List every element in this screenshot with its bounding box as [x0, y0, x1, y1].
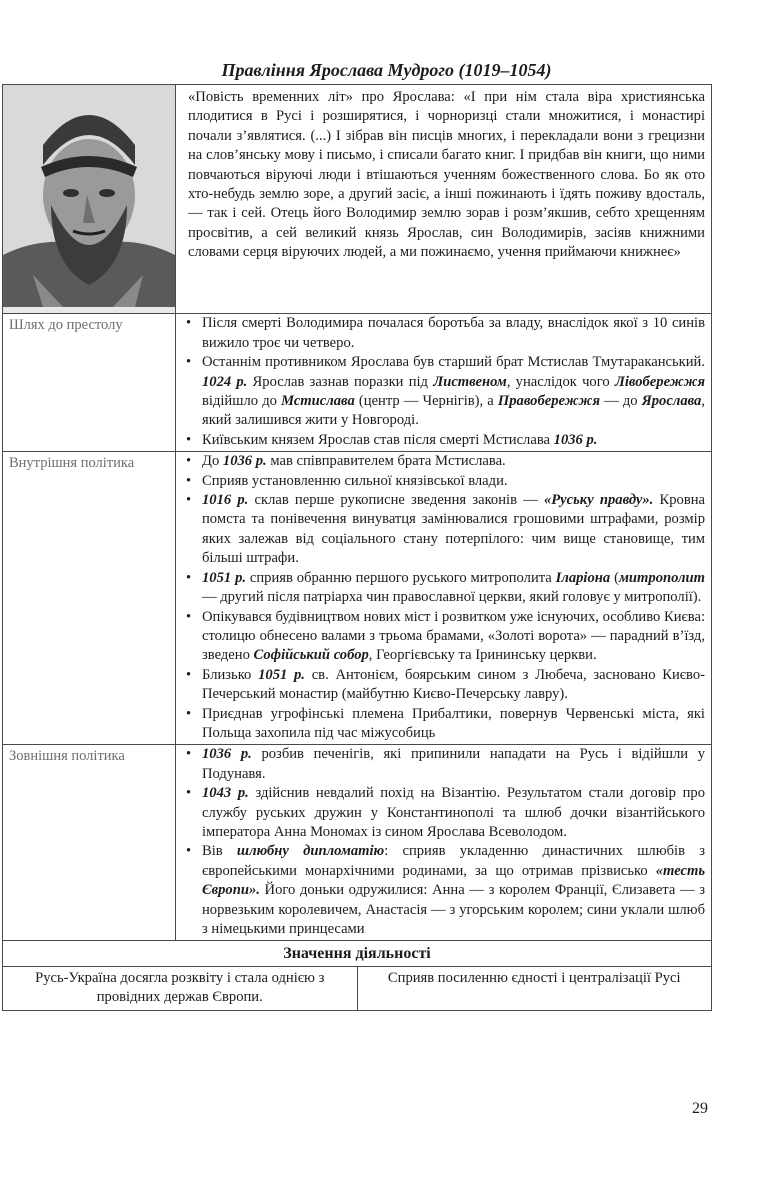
list-item: • До 1036 р. мав співправителем брата Мстислава. [202, 452, 705, 471]
list-item: • 1016 р. склав перше рукописне зведення законів — «Руську правду». Кровна помста та понівечення винуватця замінювалися грошовими штрафами, розмір яких залежав від соціального стану потерпілого: чим вище становище, тим більші штрафи. [202, 491, 705, 569]
path-label: Шлях до престолу [3, 314, 176, 452]
significance-heading-row [3, 941, 712, 966]
significance-table [2, 966, 712, 1011]
reign-table [2, 84, 712, 967]
external-list [176, 745, 711, 940]
path-row [3, 314, 712, 452]
list-item: • 1043 р. здійснив невдалий похід на Візантію. Результатом стали договір про службу руських дружин у Константинополі та шлюб дочки візантійського імператора Анна Мономах із сином Ярослава Всеволодом. [202, 784, 705, 842]
list-item: • 1036 р. розбив печенігів, які припинили нападати на Русь і відійшли у Подунавя. [202, 745, 705, 784]
list-item: • Сприяв установленню сильної князівської влади. [202, 472, 705, 491]
quote-text: «Повість временних літ» про Ярослава: «І при нім стала віра християнська плодитися в Русі і розширятися, і чорноризці стали множитися, і монастирі почали з’являтися. (...) І зібрав він писців многих, і перекладали вони з грецизни на слов’янську мову і письмо, і списали багато книг. І придбав він книги, що ними повчаються віруючі люди і втішаються ученням божественного слова. Бо як ото хто-небудь землю зоре, а другий засіє, а інші пожинають і їдять поживу вдосталь, — так і сей. Отець його Володимир землю зорав і розм’якшив, себто хрещенням просвітив, а сей великий князь Ярослав, син Володимирів, засіяв книжними словами серця віруючих людей, а ми пожинаємо, учення приймаючи книжнеє» [176, 85, 712, 314]
list-item: • Останнім противником Ярослава був старший брат Мстислав Тмутараканський. 1024 р. Ярослав зазнав поразки під Лиственом, унаслідок чого Лівобережжя відійшло до Мстислава (центр — Чернігів), а Правобережжя — до Ярослава, який залишився жити у Новгороді. [202, 353, 705, 431]
list-item: • Київським князем Ярослав став після смерті Мстислава 1036 р. [202, 431, 705, 450]
portrait-cell [3, 85, 176, 314]
list-item: • Близько 1051 р. св. Антонієм, боярським сином з Любеча, засновано Києво-Печерський монастир (майбутню Києво-Печерську лавру). [202, 666, 705, 705]
significance-heading: Значення діяльності [3, 941, 712, 966]
list-item: • Опікувався будівництвом нових міст і розвитком уже існуючих, особливо Києва: столицю обнесено валами з трьома брамами, «Золоті ворота» — парадний в’їзд, зведено Софійський собор, Георгієвську та Ірининську церкви. [202, 608, 705, 666]
list-item: • Після смерті Володимира почалася боротьба за владу, внаслідок якої з 10 синів вижило троє чи четверо. [202, 314, 705, 353]
portrait-of-yaroslav-icon [3, 85, 175, 307]
external-label: Зовнішня політика [3, 745, 176, 941]
external-row [3, 745, 712, 941]
list-item: • 1051 р. сприяв обранню першого руського митрополита Іларіона (митрополит — другий після патріарха чин православної церкви, який головує у митрополії). [202, 569, 705, 608]
internal-row [3, 452, 712, 745]
internal-list [176, 452, 711, 744]
page-number: 29 [692, 1100, 708, 1117]
significance-left: Русь-Україна досягла розквіту і стала однією з провідних держав Європи. [3, 967, 358, 1011]
path-list [176, 314, 711, 451]
internal-content [176, 452, 712, 745]
quote-row [3, 85, 712, 314]
significance-right: Сприяв посиленню єдності і централізації Русі [357, 967, 712, 1011]
path-content [176, 314, 712, 452]
external-content [176, 745, 712, 941]
internal-label: Внутрішня політика [3, 452, 176, 745]
list-item: • Вів шлюбну дипломатію: сприяв укладенню династичних шлюбів з європейськими монархічними родинами, за що отримав прізвисько «тесть Європи». Його доньки одружилися: Анна — з королем Франції, Єлизавета — з норвезьким королевичем, Анастасія — з угорським королем; сини уклали шлюб з німецькими принцесами [202, 842, 705, 939]
list-item: • Приєднав угрофінські племена Прибалтики, повернув Червенські міста, які Польща захопила під час міжусобиць [202, 705, 705, 744]
page-title: Правління Ярослава Мудрого (1019–1054) [221, 60, 552, 80]
